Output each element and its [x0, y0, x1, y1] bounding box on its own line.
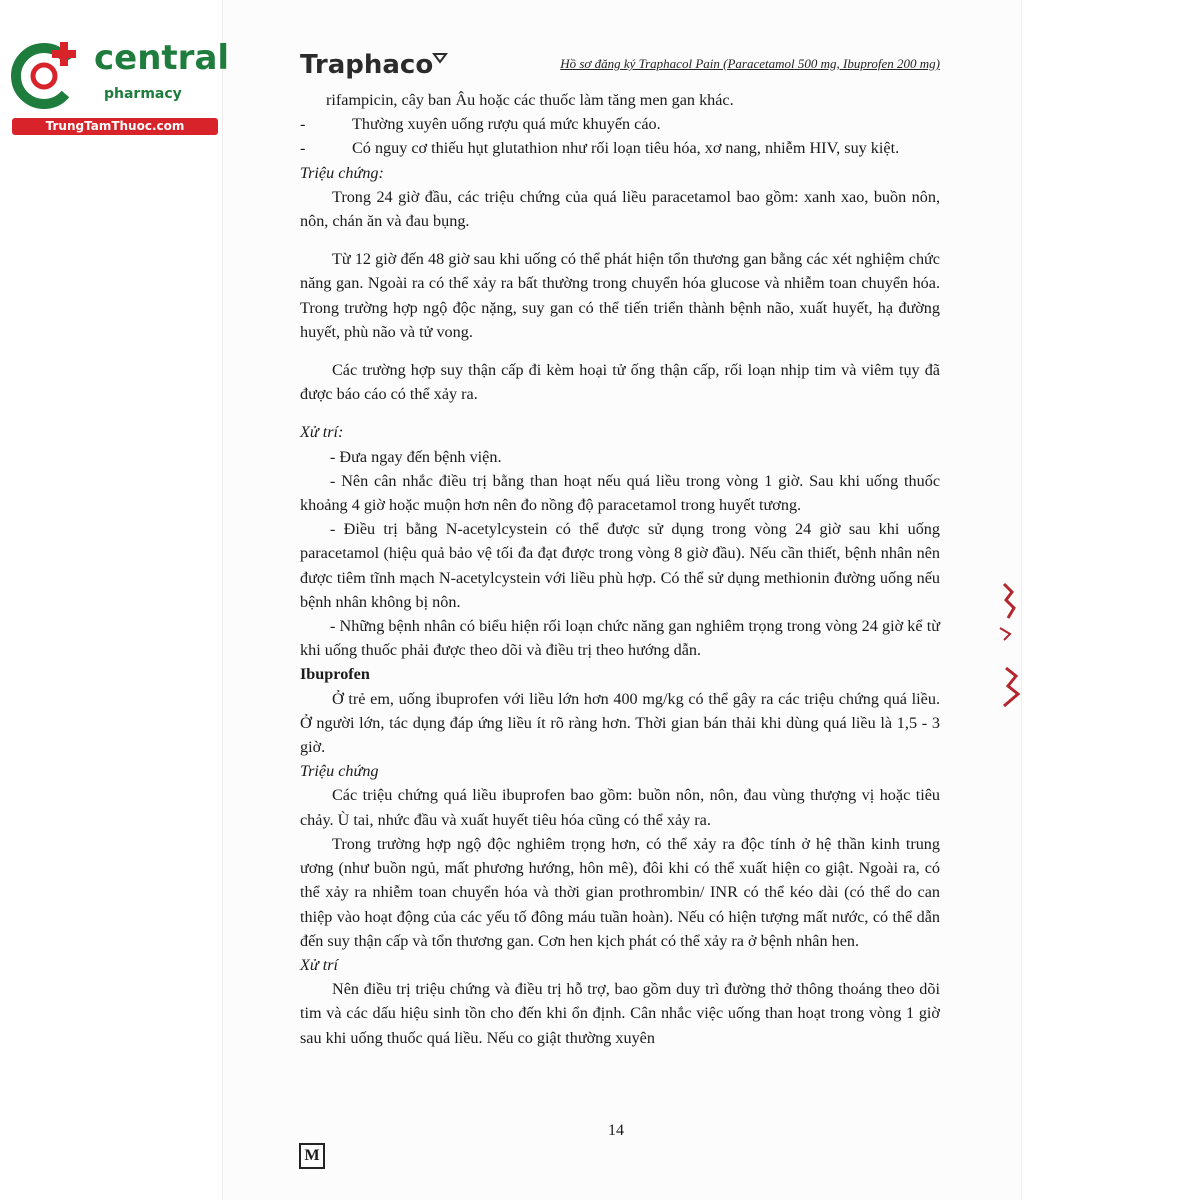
document-mark: M	[299, 1143, 325, 1169]
treatment-item: - Điều trị bằng N-acetylcystein có thể được sử dụng trong vòng 24 giờ sau khi uống paracetamol (hiệu quả bảo vệ tối đa đạt được trong vòng 8 giờ đầu). Nếu cần thiết, bệnh nhân nên được tiêm tĩnh mạch N-acetylcystein với liều phù hợp. Có thể sử dụng methionin đường uống nếu bệnh nhân không bị nôn.	[300, 520, 940, 611]
page-number: 14	[608, 1122, 624, 1139]
list-item	[300, 136, 940, 160]
continued-line: rifampicin, cây ban Âu hoặc các thuốc làm tăng men gan khác.	[326, 91, 734, 109]
treatment-item: - Những bệnh nhân có biểu hiện rối loạn chức năng gan nghiêm trọng trong vòng 24 giờ kể từ khi uống thuốc phải được theo dõi và điều trị theo hướng dẫn.	[300, 617, 940, 660]
ibuprofen-treatment-paragraph: Nên điều trị triệu chứng và điều trị hỗ trợ, bao gồm duy trì đường thở thông thoáng theo dõi tim và các dấu hiệu sinh tồn cho đến khi ổn định. Cân nhắc việc uống than hoạt trong vòng 1 giờ sau khi uống thuốc quá liều. Nếu co giật thường xuyên	[300, 980, 940, 1047]
ibuprofen-symptoms-heading: Triệu chứng	[300, 762, 379, 781]
logo-sub: pharmacy	[104, 86, 182, 102]
symptoms-paragraph-1: Trong 24 giờ đầu, các triệu chứng của quá liều paracetamol bao gồm: xanh xao, buồn nôn, nôn, chán ăn và đau bụng.	[300, 187, 940, 231]
diamond-icon	[432, 52, 448, 64]
ibuprofen-symptoms-paragraph-2: Trong trường hợp ngộ độc nghiêm trọng hơn, có thể xảy ra độc tính ở hệ thần kinh trung ương (như buồn ngủ, mất phương hướng, hôn mê), đôi khi có thể xuất hiện co giật. Ngoài ra, có thể xảy ra nhiễm toan chuyển hóa và thời gian prothrombin/ INR có thể kéo dài (có thể do can thiệp vào hoạt động của các yếu tố đông máu tuần hoàn). Nếu có hiện tượng mất nước, có thể dẫn đến suy thận cấp và tổn thương gan. Cơn hen kịch phát có thể xảy ra ở bệnh nhân hen.	[300, 834, 940, 950]
list-item	[300, 112, 940, 136]
treatment-item: - Nên cân nhắc điều trị bằng than hoạt nếu quá liều trong vòng 1 giờ. Sau khi uống thuốc khoảng 4 giờ hoặc muộn hơn nên đo nồng độ paracetamol trong huyết tương.	[300, 471, 940, 515]
bullet-dash: -	[300, 115, 306, 134]
ibuprofen-symptoms-paragraph-1: Các triệu chứng quá liều ibuprofen bao gồm: buồn nôn, nôn, đau vùng thượng vị hoặc tiêu chảy. Ù tai, nhức đầu và xuất huyết tiêu hóa cũng có thể xảy ra.	[300, 786, 940, 829]
symptoms-heading: Triệu chứng:	[300, 163, 384, 182]
ibuprofen-paragraph: Ở trẻ em, uống ibuprofen với liều lớn hơn 400 mg/kg có thể gây ra các triệu chứng quá liều. Ở người lớn, tác dụng đáp ứng liều ít rõ ràng hơn. Thời gian bán thải khi dùng quá liều là 1,5 - 3 giờ.	[300, 689, 940, 757]
ibuprofen-treatment-heading: Xử trí	[300, 955, 339, 974]
treatment-item: - Đưa ngay đến bệnh viện.	[330, 447, 502, 466]
logo-brand: central	[94, 38, 230, 78]
bullet-dash: -	[300, 139, 306, 158]
company-logo: Traphaco	[300, 50, 434, 80]
central-pharmacy-logo	[8, 36, 230, 136]
ibuprofen-heading: Ibuprofen	[300, 665, 370, 684]
symptoms-paragraph-2: Từ 12 giờ đến 48 giờ sau khi uống có thể phát hiện tổn thương gan bằng các xét nghiệm chức năng gan. Ngoài ra có thể xảy ra bất thường trong chuyển hóa glucose và nhiễm toan chuyển hóa. Trong trường hợp ngộ độc nặng, suy gan có thể tiến triển thành bệnh não, xuất huyết, hạ đường huyết, phù não và tử vong.	[300, 250, 940, 341]
seal-stamp-fragment	[990, 578, 1030, 718]
bullet-text: Thường xuyên uống rượu quá mức khuyến cáo.	[352, 115, 661, 134]
central-pharmacy-logo-icon	[8, 36, 88, 116]
symptoms-paragraph-3: Các trường hợp suy thận cấp đi kèm hoại tử ống thận cấp, rối loạn nhịp tim và viêm tụy đã được báo cáo có thể xảy ra.	[300, 361, 940, 404]
treatment-heading: Xử trí:	[300, 423, 344, 442]
logo-url: TrungTamThuoc.com	[12, 118, 218, 135]
document-title: Hồ sơ đăng ký Traphacol Pain (Paracetamol 500 mg, Ibuprofen 200 mg)	[560, 56, 940, 71]
document-body	[300, 88, 940, 1050]
bullet-text: Có nguy cơ thiếu hụt glutathion như rối loạn tiêu hóa, xơ nang, nhiễm HIV, suy kiệt.	[352, 139, 900, 158]
